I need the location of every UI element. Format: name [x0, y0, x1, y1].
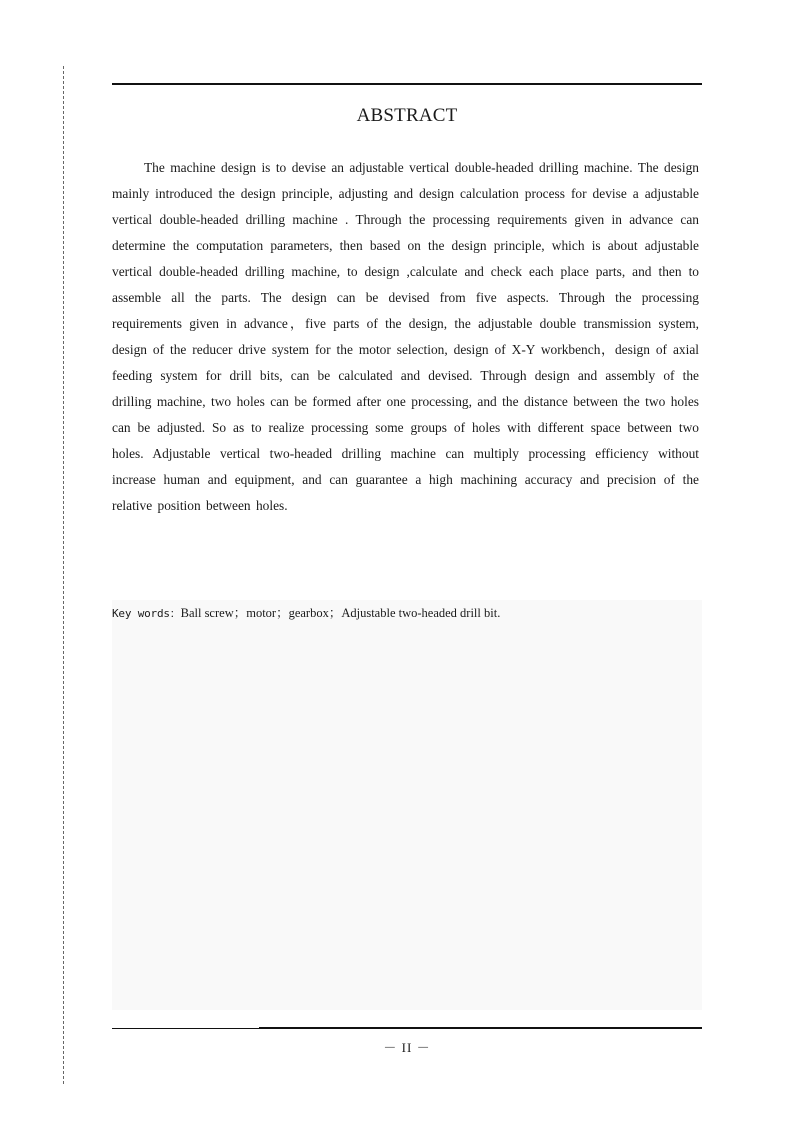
abstract-paragraph: The machine design is to devise an adjustable vertical double-headed drilling machine. The design mainly introduced the design principle, adjusting and design calculation process for devise a adjustable vertical double-headed drilling machine . Through the processing requirements given in advance can determine the computation parameters, then based on the design principle, which is about adjustable vertical double-headed drilling machine, to design ,calculate and check each place parts, and then to assemble all the parts. The design can be devised from five aspects. Through the processing requirements given in advance，five parts of the design, the adjustable double transmission system, design of the reducer drive system for the motor selection, design of X-Y workbench，design of axial feeding system for drill bits, can be calculated and devised. Through design and assembly of the drilling machine, two holes can be formed after one processing, and the distance between the two holes can be adjusted. So as to realize processing some groups of holes with different space between two holes. Adjustable vertical two-headed drilling machine can multiply processing efficiency without increase human and equipment, and can guarantee a high machining accuracy and precision of the relative position between holes. — [112, 160, 699, 513]
page-number: － II － — [383, 1040, 431, 1055]
binding-margin-line — [63, 66, 64, 1084]
keywords-text: Ball screw；motor；gearbox；Adjustable two-headed drill bit. — [180, 606, 501, 620]
header-rule — [112, 83, 702, 85]
abstract-title: ABSTRACT — [356, 105, 458, 126]
keywords-label: Key words： — [112, 607, 181, 620]
keywords-line — [112, 603, 702, 624]
footer-rule-thick — [259, 1027, 702, 1029]
keywords-panel — [112, 600, 702, 1010]
